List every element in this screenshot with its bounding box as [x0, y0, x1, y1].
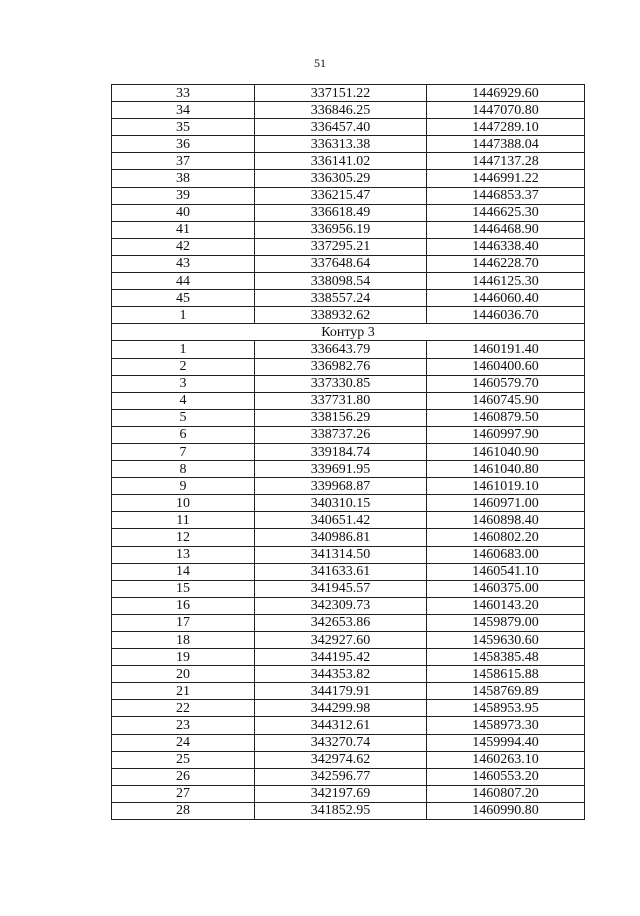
x-coordinate-cell: 336305.29: [255, 170, 427, 187]
table-row: [112, 443, 585, 460]
x-coordinate-cell: 341314.50: [255, 546, 427, 563]
point-number-cell: 25: [112, 751, 255, 768]
y-coordinate-cell: 1461040.80: [427, 461, 585, 478]
y-coordinate-cell: 1461040.90: [427, 443, 585, 460]
table-row: [112, 221, 585, 238]
table-row: [112, 649, 585, 666]
point-number-cell: 2: [112, 358, 255, 375]
y-coordinate-cell: 1460802.20: [427, 529, 585, 546]
table-row: [112, 187, 585, 204]
table-row: [112, 768, 585, 785]
x-coordinate-cell: 339968.87: [255, 478, 427, 495]
table-row: [112, 358, 585, 375]
y-coordinate-cell: 1460263.10: [427, 751, 585, 768]
x-coordinate-cell: 341852.95: [255, 802, 427, 819]
y-coordinate-cell: 1446991.22: [427, 170, 585, 187]
x-coordinate-cell: 336141.02: [255, 153, 427, 170]
point-number-cell: 1: [112, 307, 255, 324]
table-row: [112, 478, 585, 495]
x-coordinate-cell: 341945.57: [255, 580, 427, 597]
x-coordinate-cell: 340651.42: [255, 512, 427, 529]
table-row: [112, 409, 585, 426]
point-number-cell: 18: [112, 632, 255, 649]
x-coordinate-cell: 336215.47: [255, 187, 427, 204]
table-row: [112, 290, 585, 307]
point-number-cell: 22: [112, 700, 255, 717]
y-coordinate-cell: 1458385.48: [427, 649, 585, 666]
table-row: [112, 85, 585, 102]
x-coordinate-cell: 337648.64: [255, 255, 427, 272]
point-number-cell: 7: [112, 443, 255, 460]
x-coordinate-cell: 336846.25: [255, 102, 427, 119]
point-number-cell: 34: [112, 102, 255, 119]
point-number-cell: 20: [112, 666, 255, 683]
y-coordinate-cell: 1460400.60: [427, 358, 585, 375]
x-coordinate-cell: 342596.77: [255, 768, 427, 785]
y-coordinate-cell: 1459994.40: [427, 734, 585, 751]
x-coordinate-cell: 343270.74: [255, 734, 427, 751]
y-coordinate-cell: 1446625.30: [427, 204, 585, 221]
table-row: [112, 563, 585, 580]
y-coordinate-cell: 1460375.00: [427, 580, 585, 597]
table-row: [112, 238, 585, 255]
point-number-cell: 6: [112, 426, 255, 443]
point-number-cell: 44: [112, 273, 255, 290]
x-coordinate-cell: 336618.49: [255, 204, 427, 221]
x-coordinate-cell: 342309.73: [255, 597, 427, 614]
table-row: [112, 375, 585, 392]
table-row: [112, 666, 585, 683]
point-number-cell: 35: [112, 119, 255, 136]
table-row: [112, 632, 585, 649]
y-coordinate-cell: 1461019.10: [427, 478, 585, 495]
table-body-contour-3: [112, 341, 585, 820]
table-body-top: [112, 85, 585, 324]
y-coordinate-cell: 1460745.90: [427, 392, 585, 409]
coordinates-table: [111, 84, 585, 820]
y-coordinate-cell: 1459879.00: [427, 614, 585, 631]
point-number-cell: 1: [112, 341, 255, 358]
point-number-cell: 14: [112, 563, 255, 580]
table-row: [112, 734, 585, 751]
y-coordinate-cell: 1460990.80: [427, 802, 585, 819]
y-coordinate-cell: 1460143.20: [427, 597, 585, 614]
point-number-cell: 42: [112, 238, 255, 255]
x-coordinate-cell: 341633.61: [255, 563, 427, 580]
x-coordinate-cell: 340310.15: [255, 495, 427, 512]
point-number-cell: 5: [112, 409, 255, 426]
y-coordinate-cell: 1458769.89: [427, 683, 585, 700]
x-coordinate-cell: 337151.22: [255, 85, 427, 102]
table-row: [112, 512, 585, 529]
table-row: [112, 597, 585, 614]
y-coordinate-cell: 1460541.10: [427, 563, 585, 580]
x-coordinate-cell: 344353.82: [255, 666, 427, 683]
point-number-cell: 36: [112, 136, 255, 153]
y-coordinate-cell: 1460579.70: [427, 375, 585, 392]
y-coordinate-cell: 1446228.70: [427, 255, 585, 272]
x-coordinate-cell: 339691.95: [255, 461, 427, 478]
table-row: [112, 170, 585, 187]
x-coordinate-cell: 340986.81: [255, 529, 427, 546]
point-number-cell: 33: [112, 85, 255, 102]
x-coordinate-cell: 344179.91: [255, 683, 427, 700]
y-coordinate-cell: 1447289.10: [427, 119, 585, 136]
table-row: [112, 700, 585, 717]
point-number-cell: 19: [112, 649, 255, 666]
table-row: [112, 546, 585, 563]
point-number-cell: 15: [112, 580, 255, 597]
table-row: [112, 802, 585, 819]
x-coordinate-cell: 336313.38: [255, 136, 427, 153]
x-coordinate-cell: 344195.42: [255, 649, 427, 666]
point-number-cell: 3: [112, 375, 255, 392]
y-coordinate-cell: 1458953.95: [427, 700, 585, 717]
point-number-cell: 28: [112, 802, 255, 819]
point-number-cell: 37: [112, 153, 255, 170]
y-coordinate-cell: 1460879.50: [427, 409, 585, 426]
table-row: [112, 255, 585, 272]
y-coordinate-cell: 1460191.40: [427, 341, 585, 358]
x-coordinate-cell: 337330.85: [255, 375, 427, 392]
table-row: [112, 495, 585, 512]
table-row: [112, 153, 585, 170]
x-coordinate-cell: 338932.62: [255, 307, 427, 324]
y-coordinate-cell: 1460971.00: [427, 495, 585, 512]
point-number-cell: 10: [112, 495, 255, 512]
section-header: [112, 324, 585, 341]
page-number: 51: [314, 56, 326, 70]
y-coordinate-cell: 1460997.90: [427, 426, 585, 443]
y-coordinate-cell: 1458973.30: [427, 717, 585, 734]
table-row: [112, 204, 585, 221]
y-coordinate-cell: 1446036.70: [427, 307, 585, 324]
y-coordinate-cell: 1460553.20: [427, 768, 585, 785]
x-coordinate-cell: 338098.54: [255, 273, 427, 290]
point-number-cell: 23: [112, 717, 255, 734]
y-coordinate-cell: 1460898.40: [427, 512, 585, 529]
y-coordinate-cell: 1460683.00: [427, 546, 585, 563]
y-coordinate-cell: 1446125.30: [427, 273, 585, 290]
y-coordinate-cell: 1446853.37: [427, 187, 585, 204]
table-row: [112, 392, 585, 409]
table-row: [112, 341, 585, 358]
point-number-cell: 12: [112, 529, 255, 546]
table-row: [112, 102, 585, 119]
point-number-cell: 13: [112, 546, 255, 563]
table-row: [112, 307, 585, 324]
table-row: [112, 785, 585, 802]
x-coordinate-cell: 344299.98: [255, 700, 427, 717]
y-coordinate-cell: 1447388.04: [427, 136, 585, 153]
y-coordinate-cell: 1446468.90: [427, 221, 585, 238]
table-row: [112, 461, 585, 478]
point-number-cell: 17: [112, 614, 255, 631]
y-coordinate-cell: 1460807.20: [427, 785, 585, 802]
x-coordinate-cell: 338557.24: [255, 290, 427, 307]
point-number-cell: 9: [112, 478, 255, 495]
table-row: [112, 614, 585, 631]
point-number-cell: 45: [112, 290, 255, 307]
y-coordinate-cell: 1459630.60: [427, 632, 585, 649]
x-coordinate-cell: 344312.61: [255, 717, 427, 734]
x-coordinate-cell: 342653.86: [255, 614, 427, 631]
table-row: [112, 717, 585, 734]
point-number-cell: 40: [112, 204, 255, 221]
point-number-cell: 24: [112, 734, 255, 751]
table-row: [112, 119, 585, 136]
x-coordinate-cell: 336643.79: [255, 341, 427, 358]
point-number-cell: 26: [112, 768, 255, 785]
x-coordinate-cell: 336956.19: [255, 221, 427, 238]
table-row: [112, 273, 585, 290]
point-number-cell: 11: [112, 512, 255, 529]
section-header-row: [112, 324, 585, 341]
section-title: Контур 3: [112, 324, 585, 341]
table-row: [112, 136, 585, 153]
table-row: [112, 426, 585, 443]
x-coordinate-cell: 336982.76: [255, 358, 427, 375]
x-coordinate-cell: 342927.60: [255, 632, 427, 649]
y-coordinate-cell: 1446338.40: [427, 238, 585, 255]
x-coordinate-cell: 338737.26: [255, 426, 427, 443]
point-number-cell: 16: [112, 597, 255, 614]
point-number-cell: 8: [112, 461, 255, 478]
table-row: [112, 580, 585, 597]
point-number-cell: 38: [112, 170, 255, 187]
point-number-cell: 4: [112, 392, 255, 409]
y-coordinate-cell: 1458615.88: [427, 666, 585, 683]
point-number-cell: 27: [112, 785, 255, 802]
x-coordinate-cell: 339184.74: [255, 443, 427, 460]
y-coordinate-cell: 1447070.80: [427, 102, 585, 119]
x-coordinate-cell: 342197.69: [255, 785, 427, 802]
x-coordinate-cell: 336457.40: [255, 119, 427, 136]
table-row: [112, 683, 585, 700]
x-coordinate-cell: 337295.21: [255, 238, 427, 255]
x-coordinate-cell: 337731.80: [255, 392, 427, 409]
point-number-cell: 39: [112, 187, 255, 204]
point-number-cell: 41: [112, 221, 255, 238]
table-row: [112, 751, 585, 768]
table-row: [112, 529, 585, 546]
x-coordinate-cell: 338156.29: [255, 409, 427, 426]
point-number-cell: 21: [112, 683, 255, 700]
y-coordinate-cell: 1446929.60: [427, 85, 585, 102]
y-coordinate-cell: 1446060.40: [427, 290, 585, 307]
point-number-cell: 43: [112, 255, 255, 272]
y-coordinate-cell: 1447137.28: [427, 153, 585, 170]
x-coordinate-cell: 342974.62: [255, 751, 427, 768]
